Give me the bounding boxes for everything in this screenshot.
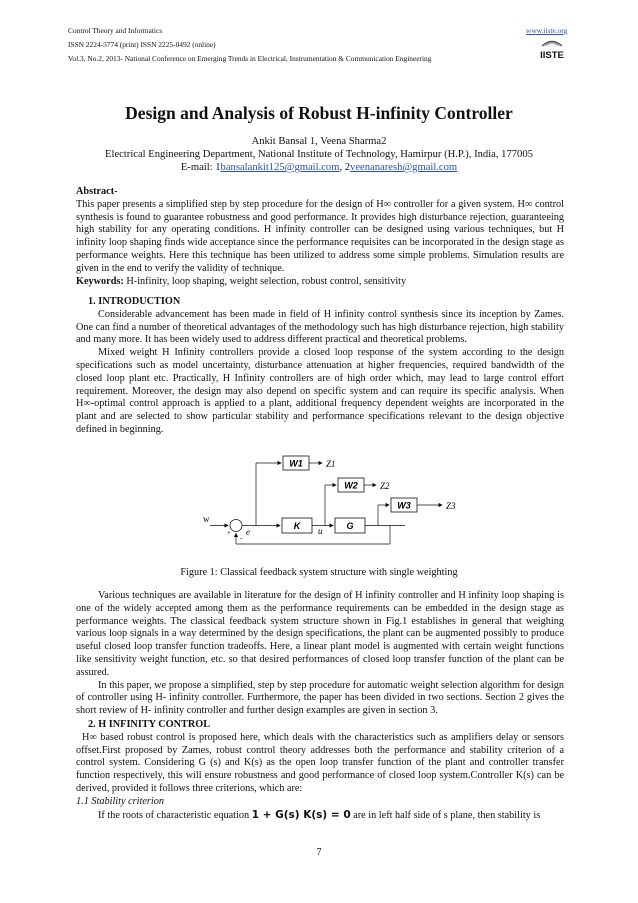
e-label: e [246,527,250,537]
w2-label: W2 [344,480,358,491]
email-line [0,161,638,174]
stability-text-end: are in left half side of s plane, then stability is [353,809,541,821]
keywords-text: H-infinity, loop shaping, weight selection, robust control, sensitivity [123,275,407,287]
author-names: Ankit Bansal 1, Veena Sharma2 [251,136,387,147]
z1-label: Z1 [326,459,336,469]
w1-label: W1 [289,458,303,469]
author-block [0,135,638,174]
email-separator: , 2 [339,162,351,173]
intro-paragraph-1: Considerable advancement has been made in field of H infinity control synthesis since its inception by Zames. One can find a number of theoretical advantages of the methodology such has high disturbance rejection, high stability and many more. It has been widely used to address different practical and theoretical problems. [76,308,564,346]
section2-heading: 2. H INFINITY CONTROL [88,719,211,730]
section-h-infinity-control [76,719,564,822]
feedback-diagram [170,452,470,552]
w3-label: W3 [397,500,411,511]
page-number: 7 [316,847,322,858]
z3-label: Z3 [446,501,456,511]
section2-paragraph-1: H∞ based robust control is proposed here, which deals with the characteristics such as amplifiers delay or sensors offset.First proposed by Zames, robust control theory addresses both the performance and stability criterion of a control system. Considering G (s) and K(s) as the open loop transfer function of the plant and controller transfer function respectively, this will ensure robustness and good performance of closed loop system.Controller K(s) can be derived, provided it follows three criterions, which are: [76,731,564,794]
section-introduction [76,296,564,437]
affiliation: Electrical Engineering Department, National Institute of Technology, Hamirpur (H.P.), India, 177005 [105,149,533,160]
volume-line: Vol.3, No.2, 2013- National Conference on Emerging Trends in Electrical, Instrumentation & Communication Engineering [68,54,432,63]
stability-text-start: If the roots of characteristic equation [98,809,250,821]
journal-url-link[interactable]: www.iiste.org [526,26,568,35]
logo-text: IISTE [540,50,564,61]
keywords-label: Keywords: [76,275,124,287]
email-link-2[interactable]: veenanaresh@gmail.com [350,162,458,173]
abstract-block [76,186,564,288]
z2-label: Z2 [380,481,390,491]
section-introduction-continued [76,590,564,718]
section1-heading: 1. INTRODUCTION [88,296,181,307]
g-label: G [346,521,354,531]
plus-sign: + [227,529,231,537]
abstract-text: This paper presents a simplified step by step procedure for the design of H∞ controller for a given system. H∞ control synthesis is found to guarantee robustness and good performance. It provides high disturbance rejection, guaranteeing high stability for any operating conditions. H infinity controller can be designed using various techniques, but H infinity loop shaping finds wide acceptance since the performance requisites can be incorporated in the design stage as performance weights. Here this technique has been utilized to address some simple problems. Simulation results are given in the end to verify the validity of technique. [76,198,564,274]
figure-caption: Figure 1: Classical feedback system structure with single weighting [180,567,458,578]
subsection-heading: 1.1 Stability criterion [76,795,164,807]
characteristic-equation: 1 + G(s) K(s) = 0 [251,808,351,821]
keywords-line [76,276,564,289]
k-label: K [293,521,301,531]
abstract-heading: Abstract- [76,186,118,197]
stability-paragraph [76,809,564,823]
email-prefix: E-mail: 1 [180,162,221,173]
u-label: u [318,526,323,536]
intro-paragraph-2: Mixed weight H Infinity controllers provide a closed loop response of the system according to the design specifications such as model uncertainty, disturbance attenuation at higher frequencies, required bandwidth of the closed loop plant etc. Practically, H Infinity controllers are of high order which, may lead to large control effort requirement. Moreover, the design may also depend on specific system and can require its specific analysis. When H∞-optimal control approach is applied to a plant, additional frequency dependent weights are incorporated in the plant and are selected to show particular stability and performance specifications relevant to the design objective defined in beginning. [76,347,564,435]
minus-sign: - [240,534,243,542]
intro-paragraph-3: Various techniques are available in literature for the design of H infinity controller and H infinity loop shaping is one of the widely accepted among them as the performance requirements can be embedded in the design stage as performance weights. The classical feedback system structure shown in Fig.1 establishes in general that weighing various loop signals in a way determined by the design specifications, the plant can be augmented possibly to produce useful closed loop transfer function tradeoffs. Here, a linear plant model is augmented with certain weight functions like sensitivity weight function, etc. so that desired performances of closed loop transfer function of the plant can be assured. [76,590,564,678]
summing-junction [230,520,242,532]
email-link-1[interactable]: bansalankit125@gmail.com [220,162,340,173]
journal-name: Control Theory and Informatics [68,26,163,35]
issn-line: ISSN 2224-5774 (print) ISSN 2225-0492 (online) [68,40,216,49]
w-input-label: w [203,514,210,524]
iiste-logo-icon [534,37,570,61]
paper-title: Design and Analysis of Robust H-infinity Controller [125,103,513,123]
intro-paragraph-4: In this paper, we propose a simplified, step by step procedure for automatic weight selection algorithm for design of controller using H- infinity controller. Furthermore, the paper has been divided in two sections. Section 2 gives the short review of H- infinity controller and further design examples are given in section 3. [76,679,564,717]
